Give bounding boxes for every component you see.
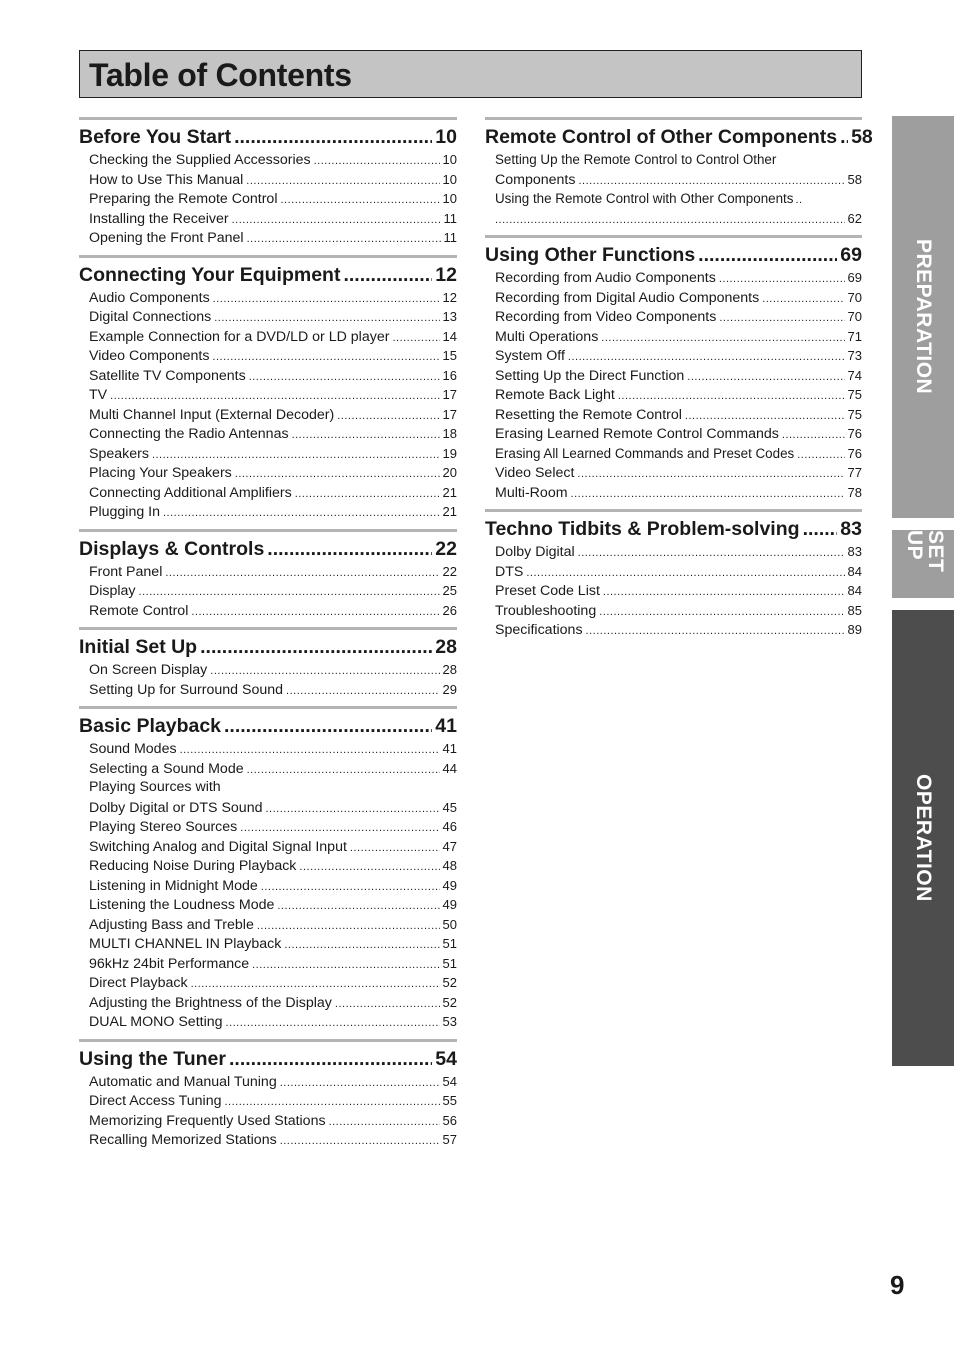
toc-entry[interactable] [79,189,457,209]
toc-entry[interactable] [79,680,457,700]
dot-leader [191,603,439,623]
entry-page: 29 [442,681,457,697]
entry-page: 84 [847,563,862,579]
entry-title: Setting Up the Remote Control to Control Other [495,152,777,167]
entry-page: 49 [442,877,457,893]
dot-leader [257,917,440,937]
toc-entry[interactable] [485,150,862,170]
section-title: Basic Playback [79,715,222,737]
toc-left-column [79,117,457,1157]
dot-leader [280,1132,440,1152]
entry-page: 73 [847,348,862,363]
entry-title: Opening the Front Panel [89,230,244,246]
toc-entry[interactable] [485,620,862,640]
section-heading[interactable] [79,262,457,288]
toc-entry[interactable] [79,483,457,503]
entry-title: Video Components [89,348,210,364]
dot-leader [343,262,432,288]
entry-title: Multi Operations [495,328,599,345]
toc-entry[interactable] [485,268,862,288]
tab-setup[interactable] [892,530,954,598]
dot-leader [803,516,838,542]
dot-leader [350,839,440,859]
toc-entry[interactable] [79,346,457,366]
entry-title: Installing the Receiver [89,210,229,227]
toc-entry[interactable] [485,366,862,386]
dot-leader [840,124,848,150]
entry-title: Display [89,583,136,599]
dot-leader [568,348,845,368]
toc-entry[interactable] [79,405,457,425]
toc-entry[interactable] [79,288,457,308]
entry-page: 18 [442,426,457,441]
entry-page: 69 [847,270,862,285]
entry-page: 83 [847,544,862,559]
dot-leader [601,329,844,349]
entry-page: 16 [442,367,457,383]
entry-page: 49 [442,897,457,912]
entry-page: 22 [442,563,457,579]
entry-page: 28 [442,662,457,677]
section-title: Before You Start [79,126,232,148]
section-page: 69 [840,244,862,266]
section-page: 28 [435,636,457,658]
entry-title: On Screen Display [89,662,208,678]
entry-page: 75 [847,387,862,402]
dot-leader [232,211,441,231]
toc-entry[interactable] [79,973,457,993]
entry-page: 44 [442,760,457,776]
dot-leader [229,1046,432,1072]
section-page: 22 [435,537,457,560]
entry-page: 74 [847,367,862,383]
entry-title: Speakers [89,445,149,462]
entry-page: 21 [442,484,457,500]
toc-section [485,117,873,228]
entry-title: Components [495,171,576,188]
entry-page: 26 [442,602,457,618]
entry-title: How to Use This Manual [89,171,244,188]
toc-section [485,509,862,640]
dot-leader [719,270,845,290]
entry-page: 56 [442,1112,457,1128]
entry-page: 52 [442,994,457,1010]
toc-entry[interactable] [485,542,862,562]
dot-leader [687,368,844,388]
dot-leader [495,211,845,231]
entry-page: 76 [847,445,862,461]
entry-page: 54 [442,1073,457,1089]
entry-page: 15 [442,348,457,363]
entry-page: 19 [442,445,457,461]
toc-entry[interactable] [485,562,862,582]
page-title: Table of Contents [89,57,352,93]
dot-leader [240,819,439,839]
entry-title: DUAL MONO Setting [89,1014,223,1030]
toc-entry[interactable] [79,307,457,327]
toc-entry[interactable] [79,895,457,915]
toc-entry[interactable] [485,346,862,366]
entry-page: 25 [442,583,457,598]
entry-page: 10 [442,171,457,187]
entry-page: 75 [847,406,862,422]
entry-page: 58 [847,171,862,187]
dot-leader [252,956,439,976]
dot-leader [797,446,844,466]
dot-leader [249,368,440,388]
section-title: Using the Tuner [79,1047,226,1070]
toc-entry[interactable] [79,228,457,248]
toc-entry[interactable] [79,1111,457,1131]
toc-entry[interactable] [79,876,457,896]
dot-leader [526,564,844,584]
dot-leader [586,622,845,642]
dot-leader [795,191,805,211]
section-heading[interactable] [79,634,457,660]
entry-page: 55 [442,1093,457,1108]
title-banner [79,50,862,98]
toc-entry[interactable] [485,601,862,621]
toc-entry[interactable] [485,327,862,347]
toc-entry[interactable] [79,817,457,837]
section-heading[interactable] [485,124,873,150]
entry-page: 84 [847,583,862,598]
entry-page: 13 [442,309,457,324]
section-heading[interactable] [485,242,862,268]
section-page: 41 [435,715,457,737]
entry-page: 17 [442,406,457,422]
toc-entry[interactable] [485,209,862,229]
section-title: Connecting Your Equipment [79,263,341,286]
dot-leader [284,936,439,956]
toc-entry[interactable] [79,562,457,582]
entry-title: Reducing Noise During Playback [89,858,297,874]
toc-entry[interactable] [485,385,862,405]
dot-leader [152,446,440,466]
toc-entry[interactable] [485,444,862,464]
section-heading[interactable] [79,713,457,739]
section-heading[interactable] [485,516,862,542]
toc-entry[interactable] [79,385,457,405]
dot-leader [280,191,439,211]
entry-page: 70 [847,309,862,324]
entry-title: Satellite TV Components [89,367,246,384]
entry-page: 50 [442,916,457,932]
entry-page: 52 [442,975,457,990]
entry-page: 48 [442,858,457,873]
toc-entry[interactable] [485,307,862,327]
section-page: 83 [840,518,862,540]
dot-leader [163,504,440,524]
dot-leader [226,1014,440,1034]
toc-entry[interactable] [485,424,862,444]
entry-title: Listening in Midnight Mode [89,877,258,894]
dot-leader [247,230,441,250]
dot-leader [762,290,844,310]
toc-entry[interactable] [79,778,457,798]
entry-page: 53 [442,1014,457,1029]
toc-entry[interactable] [79,601,457,621]
toc-entry[interactable] [79,150,457,170]
entry-title: Front Panel [89,563,163,580]
toc-entry[interactable] [79,660,457,680]
tab-operation[interactable] [892,610,954,1066]
entry-title: Preset Code List [495,583,600,599]
toc-entry[interactable] [79,759,457,779]
section-heading[interactable] [79,124,457,150]
entry-title: Video Select [495,465,575,481]
entry-title: Direct Playback [89,975,188,991]
entry-title: Playing Stereo Sources [89,819,238,835]
entry-title: Multi-Room [495,484,568,501]
entry-page: 71 [847,328,862,344]
toc-entry[interactable] [79,993,457,1013]
dot-leader [214,309,439,329]
entry-page: 89 [847,622,862,637]
toc-entry[interactable] [485,170,862,190]
entry-page: 11 [443,230,457,245]
entry-title: Using the Remote Control with Other Components [495,191,794,206]
toc-entry[interactable] [79,1072,457,1092]
entry-page: 85 [847,602,862,618]
entry-title: Recalling Memorized Stations [89,1132,277,1148]
entry-title: Listening the Loudness Mode [89,897,275,913]
dot-leader [277,897,439,917]
toc-entry[interactable] [485,189,862,209]
toc-section [485,235,862,502]
dot-leader [392,329,439,349]
dot-leader [200,634,432,660]
entry-title: Dolby Digital or DTS Sound [89,799,263,816]
toc-section [79,706,457,1032]
toc-entry[interactable] [79,798,457,818]
entry-title: Example Connection for a DVD/LD or LD player [89,328,390,345]
entry-title: Plugging In [89,504,160,520]
dot-leader [337,407,439,427]
toc-entry[interactable] [79,366,457,386]
dot-leader [224,1093,439,1113]
toc-entry[interactable] [79,934,457,954]
toc-entry[interactable] [79,837,457,857]
entry-title: Erasing All Learned Commands and Preset Codes [495,445,795,461]
entry-title: Recording from Digital Audio Components [495,289,760,306]
entry-title: Playing Sources with [89,779,221,795]
toc-section [79,117,457,248]
section-heading[interactable] [79,1046,457,1072]
toc-entry[interactable] [79,581,457,601]
dot-leader [603,583,845,603]
toc-entry[interactable] [79,424,457,444]
toc-entry[interactable] [79,463,457,483]
toc-entry[interactable] [79,1130,457,1150]
dot-leader [213,290,440,310]
dot-leader [578,544,845,564]
dot-leader [246,172,439,192]
dot-leader [618,387,845,407]
dot-leader [698,242,837,268]
entry-title: Connecting Additional Amplifiers [89,484,292,501]
section-page: 58 [851,126,873,148]
toc-entry[interactable] [79,327,457,347]
dot-leader [599,603,844,623]
entry-title: Recording from Audio Components [495,270,716,286]
entry-title: Audio Components [89,289,210,306]
toc-entry[interactable] [79,1012,457,1032]
entry-page: 57 [442,1132,457,1147]
dot-leader [571,485,845,505]
section-title: Using Other Functions [485,244,696,266]
entry-page: 51 [442,955,457,971]
entry-title: Adjusting Bass and Treble [89,916,254,933]
entry-page: 70 [847,289,862,305]
entry-title: Specifications [495,622,583,638]
toc-entry[interactable] [79,1091,457,1111]
entry-page: 10 [442,191,457,206]
dot-leader [224,713,432,739]
entry-page: 10 [442,152,457,167]
entry-title: Resetting the Remote Control [495,406,682,423]
entry-page: 78 [847,484,862,500]
dot-leader [292,426,440,446]
dot-leader [267,536,432,562]
dot-leader [139,583,440,603]
entry-title: Connecting the Radio Antennas [89,426,289,442]
entry-title: Memorizing Frequently Used Stations [89,1112,326,1129]
toc-section [79,627,457,699]
dot-leader [110,387,439,407]
dot-leader [685,407,845,427]
entry-title: Sound Modes [89,741,177,757]
entry-page: 20 [442,465,457,480]
tab-preparation[interactable] [892,116,954,518]
entry-title: Remote Back Light [495,387,615,403]
entry-page: 46 [442,819,457,834]
entry-page: 51 [442,936,457,951]
toc-entry[interactable] [485,405,862,425]
dot-leader [234,124,432,150]
dot-leader [329,1113,440,1133]
entry-title: Preparing the Remote Control [89,191,278,207]
entry-title: Placing Your Speakers [89,465,232,481]
section-title: Initial Set Up [79,636,198,658]
entry-title: System Off [495,348,565,364]
tab-setup-label: SET UP [903,530,947,573]
entry-title: Direct Access Tuning [89,1093,222,1109]
entry-title: Troubleshooting [495,602,597,619]
toc-entry[interactable] [79,170,457,190]
entry-page: 47 [442,838,457,854]
toc-entry[interactable] [485,581,862,601]
dot-leader [577,465,844,485]
entry-page: 41 [442,741,457,756]
section-title: Techno Tidbits & Problem-solving [485,518,800,540]
entry-title: Setting Up the Direct Function [495,367,685,384]
toc-section [79,255,457,522]
section-page: 10 [435,126,457,148]
dot-leader [299,858,439,878]
entry-title: Selecting a Sound Mode [89,760,244,777]
toc-entry[interactable] [79,444,457,464]
entry-title: Dolby Digital [495,544,575,560]
section-page: 54 [435,1047,457,1070]
toc-entry[interactable] [79,915,457,935]
tab-operation-label: OPERATION [912,774,935,902]
toc-entry[interactable] [79,739,457,759]
dot-leader [314,152,440,172]
dot-leader [210,662,439,682]
section-page: 12 [435,263,457,286]
dot-leader [180,741,440,761]
dot-leader [295,485,440,505]
dot-leader [261,878,440,898]
entry-page: 76 [847,426,862,441]
entry-title: MULTI CHANNEL IN Playback [89,936,282,952]
entry-title: Recording from Video Components [495,309,717,325]
entry-page: 17 [442,387,457,402]
dot-leader [247,761,440,781]
toc-section [79,1039,457,1150]
entry-title: TV [89,387,108,403]
page-number: 9 [890,1270,905,1300]
toc-entry[interactable] [485,483,862,503]
dot-leader [235,465,440,485]
tab-preparation-label: PREPARATION [912,239,935,395]
entry-title: 96kHz 24bit Performance [89,955,250,972]
entry-title: Automatic and Manual Tuning [89,1073,277,1090]
entry-page: 12 [442,289,457,305]
dot-leader [719,309,844,329]
section-heading[interactable] [79,536,457,562]
dot-leader [212,348,439,368]
toc-entry[interactable] [485,288,862,308]
entry-title: Digital Connections [89,309,212,325]
toc-entry[interactable] [79,209,457,229]
toc-entry[interactable] [485,463,862,483]
entry-title: Adjusting the Brightness of the Display [89,994,332,1011]
toc-entry[interactable] [79,954,457,974]
entry-page: 11 [443,210,457,226]
toc-section [79,529,457,621]
dot-leader [280,1074,440,1094]
toc-right-column [485,117,873,647]
section-title: Displays & Controls [79,537,265,560]
toc-entry[interactable] [79,856,457,876]
entry-page: 77 [847,465,862,480]
dot-leader [335,995,440,1015]
entry-title: Remote Control [89,602,189,619]
entry-title: Switching Analog and Digital Signal Input [89,838,347,855]
entry-title: Erasing Learned Remote Control Commands [495,426,779,442]
entry-title: Setting Up for Surround Sound [89,681,284,698]
entry-page: 62 [847,210,862,226]
dot-leader [265,800,439,820]
entry-title: DTS [495,563,524,580]
entry-title: Multi Channel Input (External Decoder) [89,406,335,423]
entry-page: 21 [442,504,457,519]
dot-leader [165,564,439,584]
toc-entry[interactable] [79,502,457,522]
entry-title: Checking the Supplied Accessories [89,152,311,168]
entry-page: 45 [442,799,457,815]
entry-page: 14 [442,328,457,344]
section-title: Remote Control of Other Components [485,126,838,148]
dot-leader [286,682,440,702]
dot-leader [191,975,440,995]
